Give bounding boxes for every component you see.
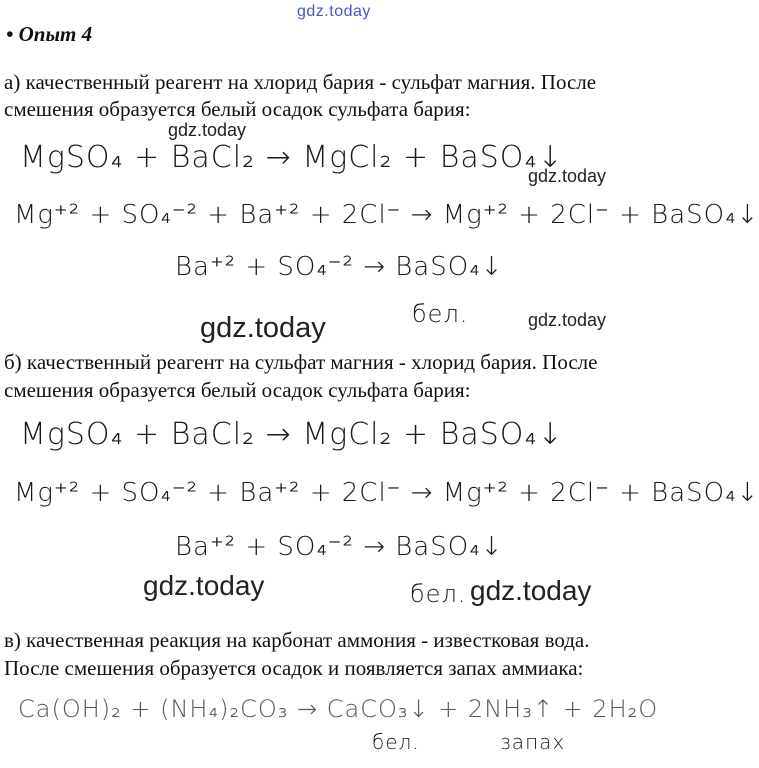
watermark: gdz.today	[528, 310, 607, 330]
experiment-title: • Опыт 4	[6, 22, 93, 46]
section-a-equation-molecular: MgSO₄ + BaCl₂ → MgCl₂ + BaSO₄↓	[20, 140, 564, 175]
section-b-equation-short-ionic: Ba⁺² + SO₄⁻² → BaSO₄↓	[175, 532, 504, 562]
section-a-equation-full-ionic: Mg⁺² + SO₄⁻² + Ba⁺² + 2Cl⁻ → Mg⁺² + 2Cl⁻ + BaSO₄↓	[14, 200, 759, 230]
section-c-note-smell: запах	[500, 730, 566, 754]
section-b-note: бел.	[410, 580, 467, 608]
section-b-equation-molecular: MgSO₄ + BaCl₂ → MgCl₂ + BaSO₄↓	[20, 417, 564, 452]
watermark: gdz.today	[528, 166, 607, 186]
section-c-note-precipitate: бел.	[372, 730, 420, 754]
section-c-text-line2: После смешения образуется осадок и появляется запах аммиака:	[4, 656, 584, 680]
watermark: gdz.today	[200, 312, 326, 344]
section-b-text-line1: б) качественный реагент на сульфат магния - хлорид бария. После	[4, 350, 598, 374]
watermark: gdz.today	[168, 120, 247, 140]
section-b-text-line2: смешения образуется белый осадок сульфата бария:	[4, 378, 471, 402]
section-a-note: бел.	[412, 300, 469, 328]
section-c-equation: Ca(OH)₂ + (NH₄)₂CO₃ → CaCO₃↓ + 2NH₃↑ + 2H₂O	[18, 695, 659, 723]
watermark-top: gdz.today	[297, 3, 371, 20]
watermark: gdz.today	[470, 575, 592, 606]
section-a-equation-short-ionic: Ba⁺² + SO₄⁻² → BaSO₄↓	[175, 252, 504, 282]
watermark: gdz.today	[143, 570, 265, 601]
section-a-text-line2: смешения образуется белый осадок сульфата бария:	[4, 97, 471, 121]
section-c-text-line1: в) качественная реакция на карбонат аммония - известковая вода.	[4, 628, 590, 652]
section-a-text-line1: а) качественный реагент на хлорид бария - сульфат магния. После	[4, 70, 597, 94]
section-b-equation-full-ionic: Mg⁺² + SO₄⁻² + Ba⁺² + 2Cl⁻ → Mg⁺² + 2Cl⁻ + BaSO₄↓	[14, 478, 759, 508]
